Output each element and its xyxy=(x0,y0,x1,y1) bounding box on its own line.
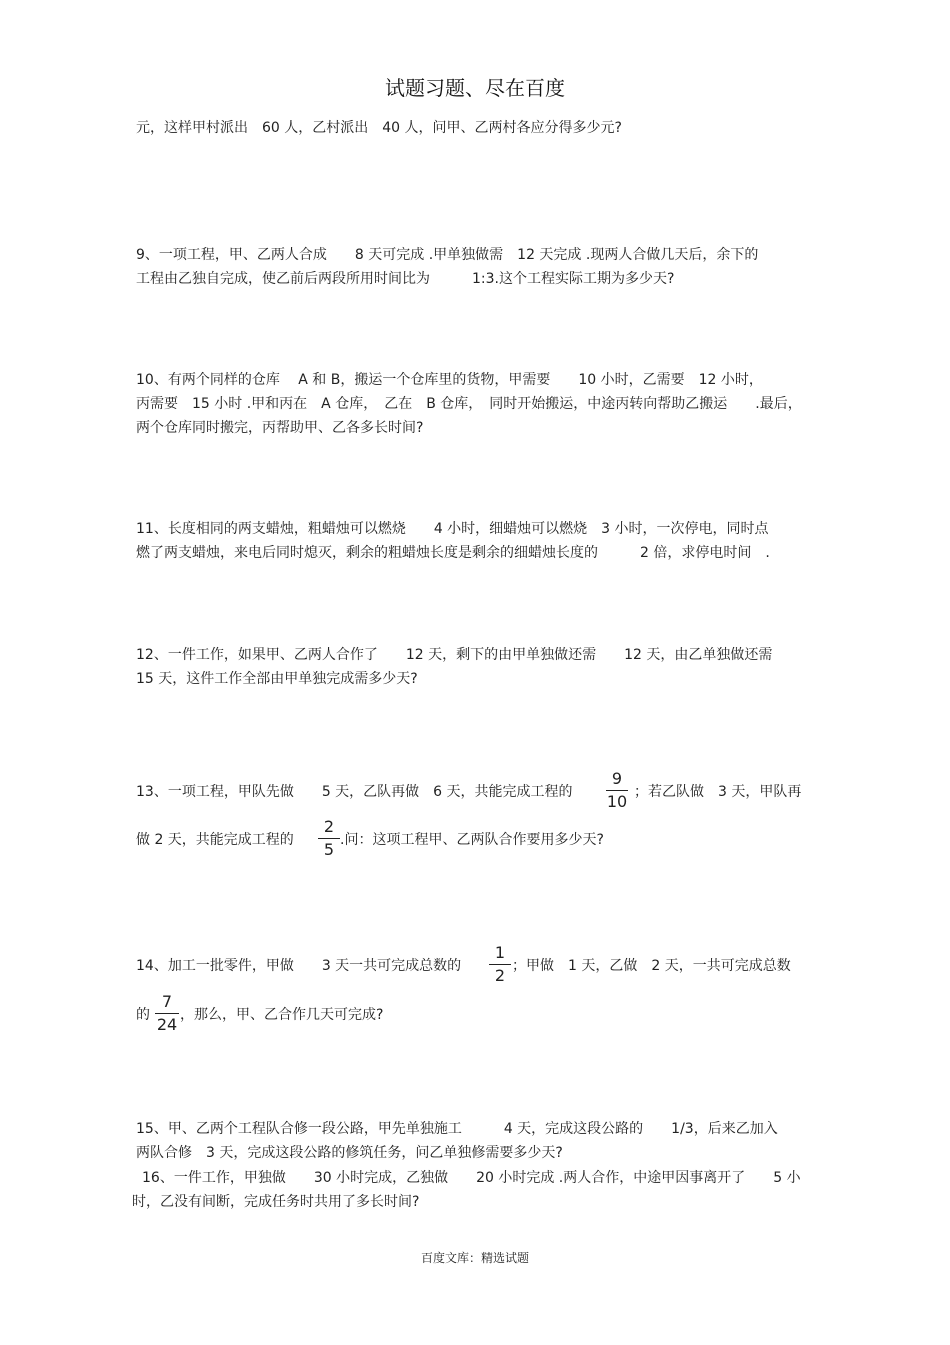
question-14-fraction-1 xyxy=(486,944,514,985)
question-13-line-2a: 做 2 天，共能完成工程的 xyxy=(136,832,294,848)
fraction-numerator: 2 xyxy=(323,817,335,836)
question-13-fraction-2 xyxy=(315,818,343,859)
question-13-line-2b: .问：这项工程甲、乙两队合作要用多少天? xyxy=(340,832,604,848)
question-prev-line-1: 元，这样甲村派出 60 人，乙村派出 40 人，问甲、乙两村各应分得多少元? xyxy=(136,120,622,136)
fraction-bar xyxy=(155,1013,179,1014)
fraction-numerator: 7 xyxy=(161,992,173,1011)
question-14-fraction-2 xyxy=(152,993,182,1034)
fraction-denominator: 5 xyxy=(323,840,335,859)
question-10-line-1: 10、有两个同样的仓库 A 和 B，搬运一个仓库里的货物，甲需要 10 小时，乙需要 12 小时， xyxy=(136,372,763,388)
fraction-denominator: 24 xyxy=(156,1015,178,1034)
fraction-denominator: 2 xyxy=(494,966,506,985)
question-13-fraction-1 xyxy=(603,770,631,811)
page-footer: 百度文库：精选试题 xyxy=(420,1251,529,1265)
question-16-line-1: 16、一件工作，甲独做 30 小时完成，乙独做 20 小时完成 .两人合作，中途甲因事离开了 5 小 xyxy=(142,1170,801,1186)
question-11-line-1: 11、长度相同的两支蜡烛，粗蜡烛可以燃烧 4 小时，细蜡烛可以燃烧 3 小时，一次停电，同时点 xyxy=(136,521,769,537)
fraction-bar xyxy=(489,964,511,965)
fraction-bar xyxy=(318,838,340,839)
fraction-numerator: 9 xyxy=(611,769,623,788)
question-12-line-2: 15 天，这件工作全部由甲单独完成需多少天? xyxy=(136,671,418,687)
question-14-line-1a: 14、加工一批零件，甲做 3 天一共可完成总数的 xyxy=(136,958,462,974)
question-14-line-2a: 的 xyxy=(136,1007,150,1023)
fraction-bar xyxy=(606,790,628,791)
question-13-line-1b: ；若乙队做 3 天，甲队再 xyxy=(634,784,802,800)
question-9-line-2: 工程由乙独自完成，使乙前后两段所用时间比为 1:3.这个工程实际工期为多少天? xyxy=(136,271,675,287)
question-13-line-1a: 13、一项工程，甲队先做 5 天，乙队再做 6 天，共能完成工程的 xyxy=(136,784,573,800)
fraction-numerator: 1 xyxy=(494,943,506,962)
question-12-line-1: 12、一件工作，如果甲、乙两人合作了 12 天，剩下的由甲单独做还需 12 天，由乙单独做还需 xyxy=(136,647,773,663)
question-14-line-1b: ；甲做 1 天，乙做 2 天，一共可完成总数 xyxy=(512,958,791,974)
question-10-line-3: 两个仓库同时搬完，丙帮助甲、乙各多长时间? xyxy=(136,420,424,436)
question-11-line-2: 燃了两支蜡烛，来电后同时熄灭，剩余的粗蜡烛长度是剩余的细蜡烛长度的 2 倍，求停电时间 . xyxy=(136,545,770,561)
question-10-line-2: 丙需要 15 小时 .甲和丙在 A 仓库， 乙在 B 仓库， 同时开始搬运，中途丙转向帮助乙搬运 .最后， xyxy=(136,396,802,412)
question-15-line-2: 两队合修 3 天，完成这段公路的修筑任务，问乙单独修需要多少天? xyxy=(136,1145,563,1161)
page-header-title: 试题习题、尽在百度 xyxy=(385,76,565,100)
question-16-line-2: 时，乙没有间断，完成任务时共用了多长时间? xyxy=(132,1194,420,1210)
question-15-line-1: 15、甲、乙两个工程队合修一段公路，甲先单独施工 4 天，完成这段公路的 1/3，后来乙加入 xyxy=(136,1121,778,1137)
question-9-line-1: 9、一项工程，甲、乙两人合成 8 天可完成 .甲单独做需 12 天完成 .现两人合做几天后，余下的 xyxy=(136,247,759,263)
fraction-denominator: 10 xyxy=(606,792,628,811)
question-14-line-2b: ，那么，甲、乙合作几天可完成? xyxy=(180,1007,384,1023)
